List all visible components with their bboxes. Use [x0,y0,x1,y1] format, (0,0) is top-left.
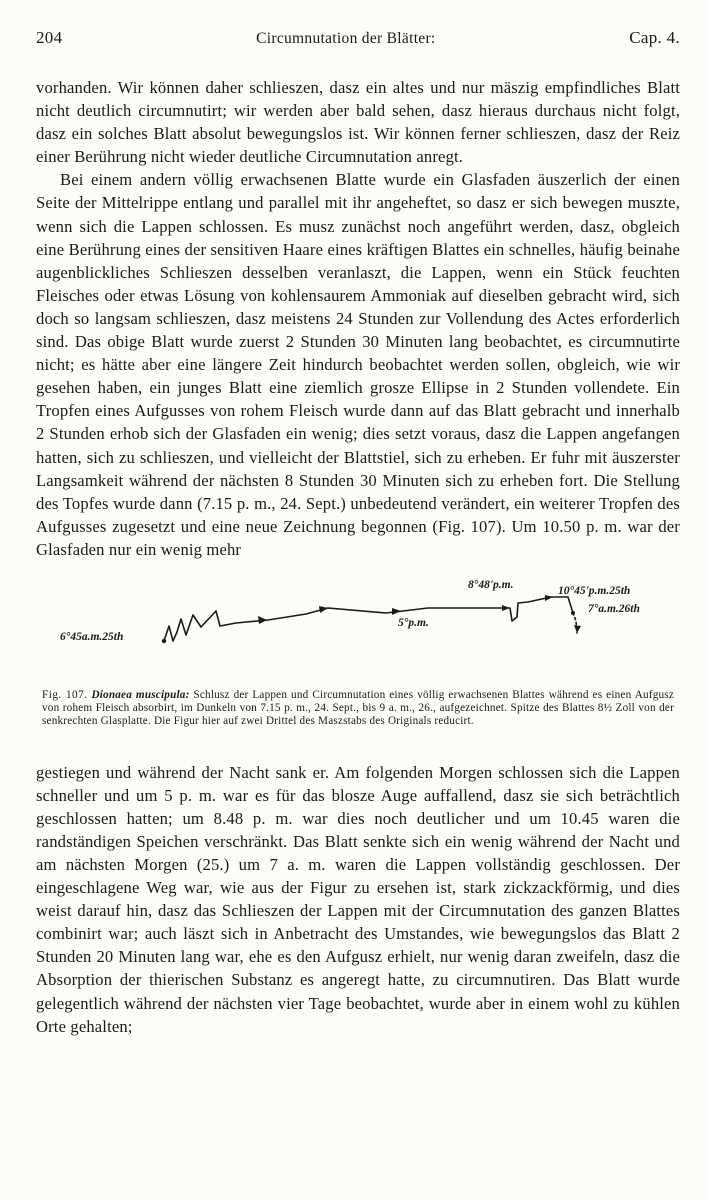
body-text-top [36,76,680,561]
time-label-1045pm: 10°45'p.m.25th [558,584,631,597]
trace-end-dot [571,611,575,615]
figure-107 [36,575,680,685]
running-head [36,28,680,62]
time-label-start: 6°45a.m.25th [60,630,124,643]
trace-start-dot [162,639,166,643]
page-number: 204 [36,28,63,47]
paragraph: Bei einem andern völlig erwachsenen Blatte wurde ein Glasfaden äuszerlich der einen Seite der Mittelrippe entlang und parallel mit ihr angeheftet, so dasz er sich bewegen muszte, wenn sich die Lappen schlossen. Es musz zunächst noch angeführt werden, dasz, obgleich eine Berührung eines der sensitiven Haare eines kräftigen Blattes ein schnelles, häufig beinahe augenblickliches Schlieszen desselben veranlaszt, die Lappen, wenn ein Stück feuchten Fleisches oder etwas Lösung von kohlensaurem Ammoniak auf dieselben gebracht wird, sich doch so langsam schlieszen, dasz meistens 24 Stunden zur Vollendung des Actes erforderlich sind. Das obige Blatt wurde zuerst 2 Stunden 30 Minuten lang beobachtet, es circumnutirte nicht; es hätte aber eine längere Zeit hindurch beobachtet werden sollen, obgleich, wie wir gesehen haben, ein junges Blatt eine ziemlich grosze Ellipse in 2 Stunden vollendete. Ein Tropfen eines Aufgusses von rohem Fleisch wurde dann auf das Blatt gebracht und innerhalb 2 Stunden erhob sich der Glasfaden ein wenig; dies setzt voraus, dasz die Lappen angefangen hatten, sich zu schlieszen, und vielleicht der Blattstiel, sich zu erheben. Er fuhr mit äuszerster Langsamkeit während der nächsten 8 Stunden 30 Minuten sich zu erheben fort. Die Stellung des Topfes wurde dann (7.15 p. m., 24. Sept.) unbedeutend verändert, ein weiterer Tropfen des Aufgusses zugesetzt und eine neue Zeichnung begonnen (Fig. 107). Um 10.50 p. m. war der Glasfaden nur ein wenig mehr [36,170,680,559]
figure-species: Dionaea muscipula: [91,688,190,701]
book-page [36,28,680,1038]
running-title: Circumnutation der Blätter: [256,30,436,47]
paragraph: gestiegen und während der Nacht sank er. Am folgenden Morgen schlossen sich die Lappen schneller und um 5 p. m. war es für das blosze Auge auffallend, dasz sie sich beträchtlich geschlossen hatten; um 8.48 p. m. war dies noch deutlicher und um 10.45 waren die randständigen Speichen verschränkt. Das Blatt senkte sich ein wenig während der Nacht und am nächsten Morgen (25.) um 7 a. m. waren die Lappen vollständig geschlossen. Der eingeschlagene Weg war, wie aus der Figur zu ersehen ist, stark zickzackförmig, und dies weist darauf hin, dasz das Schlieszen der Lappen mit der Circumnutation des ganzen Blattes combinirt war; auch läszt sich in Anbetracht des Umstandes, wie bewegungslos das Blatt 2 Stunden 20 Minuten lang war, ehe es den Aufgusz erhielt, nur wenig daran zweifeln, dasz die Absorption der thierischen Substanz es angeregt hatte, zu circumnutiren. Das Blatt wurde gelegentlich während der nächsten vier Tage beobachtet, wurde aber in einem wohl zu kühlen Orte gehalten; [36,762,680,1036]
arrow-head [502,605,510,611]
figure-number: Fig. 107. [42,688,88,701]
time-label-848pm: 8°48'p.m. [468,578,514,591]
trace-path [164,597,573,641]
arrow-head [392,608,401,615]
arrow-head [258,616,267,624]
arrow-head [319,606,328,613]
figure-caption-text: Schlusz der Lappen und Circumnutation eines völlig erwachsenen Blattes während es einen Aufgusz von rohem Fleisch absorbirt, im Dunkeln von 7.15 p. m., 24. Sept., bis 9 a. m., 26., aufgezeichnet. Spitze des Blattes 8½ Zoll von der senkrechten Glasplatte. Die Figur hier auf zwei Drittel des Maszstabs des Originals reducirt. [42,688,674,728]
arrow-head [574,625,581,633]
body-text-bottom [36,761,680,1038]
chapter-label: Cap. 4. [629,28,680,47]
paragraph: vorhanden. Wir können daher schlieszen, dasz ein altes und nur mäszig empfindliches Blatt nicht deutlich circumnutirt; wir werden aber bald sehen, dasz hieraus durchaus nicht folgt, dasz ein solches Blatt absolut bewegungslos ist. Wir können ferner schlieszen, dasz der Reiz einer Berührung nicht wieder deutliche Circumnutation anregt. [36,78,680,167]
figure-caption [36,689,680,729]
arrow-head [545,595,553,601]
time-label-end: 7°a.m.26th [588,602,640,615]
time-label-5pm: 5°p.m. [398,616,429,629]
